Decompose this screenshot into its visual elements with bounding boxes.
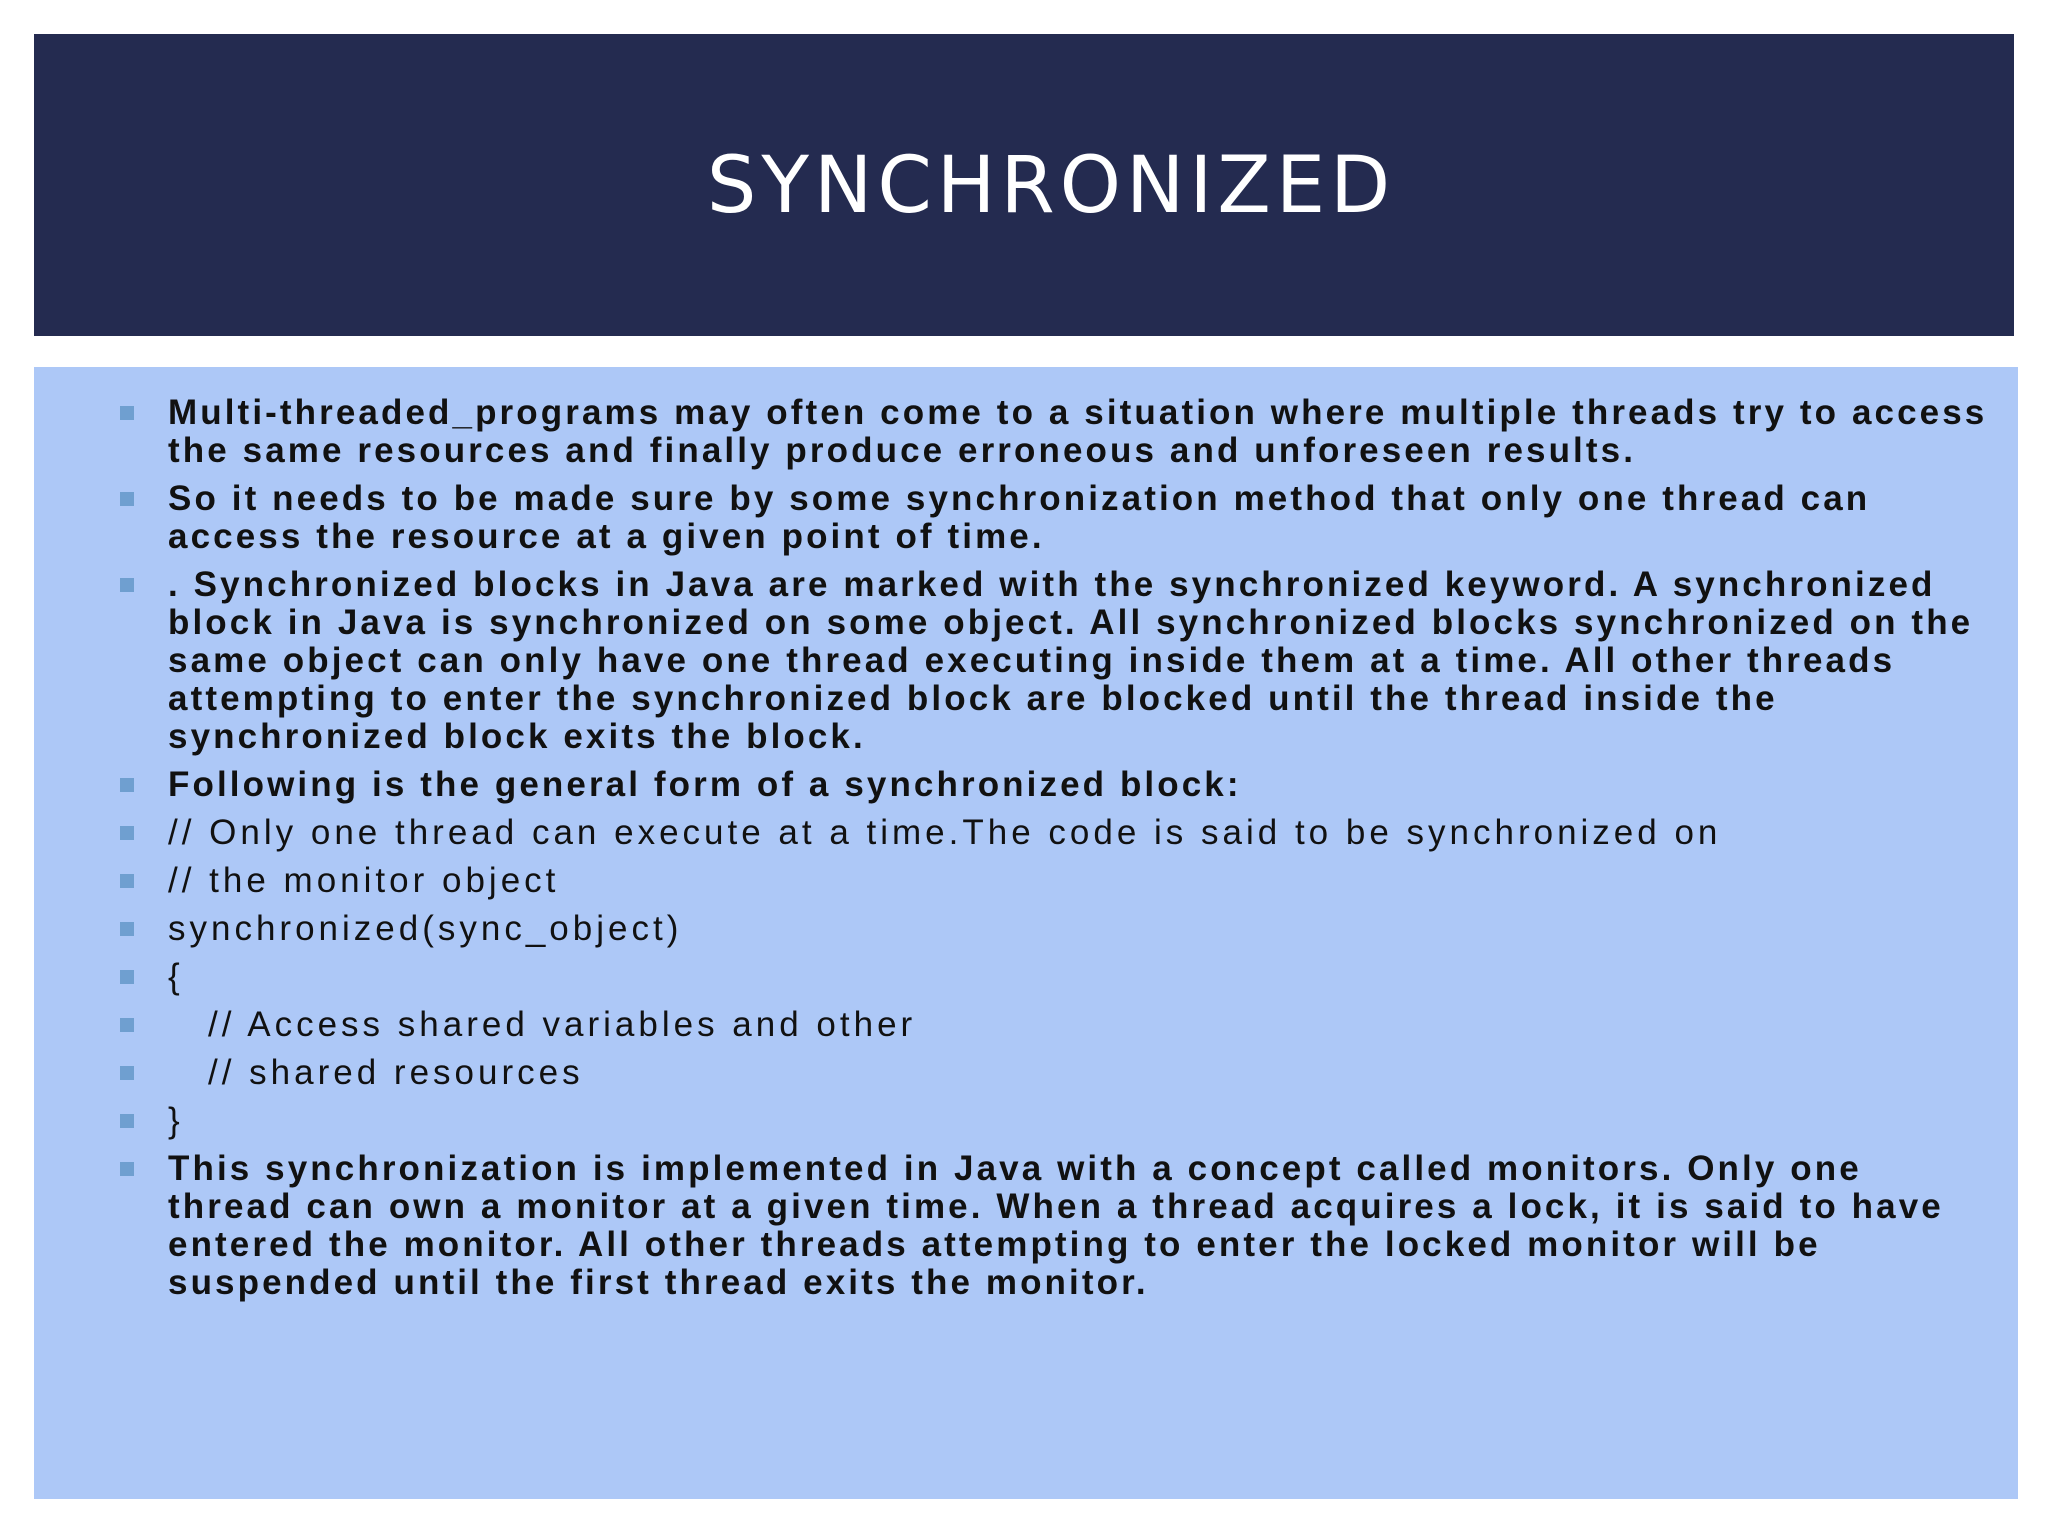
bullet-item [120, 1054, 2000, 1092]
code-line-text: // Access shared variables and other [208, 1005, 917, 1044]
square-bullet-icon [120, 1066, 134, 1080]
square-bullet-icon [120, 826, 134, 840]
bullet-text: This synchronization is implemented in Java with a concept called monitors. Only one thread can own a monitor at a given time. When a thread acquires a lock, it is said to have entered the monitor. All other threads attempting to enter the locked monitor will be suspended until the first thread exits the monitor. [168, 1149, 1944, 1302]
bullet-text: So it needs to be made sure by some synchronization method that only one thread can access the resource at a given point of time. [168, 479, 1871, 556]
bullet-item [120, 910, 2000, 948]
square-bullet-icon [120, 1018, 134, 1032]
square-bullet-icon [120, 922, 134, 936]
square-bullet-icon [120, 778, 134, 792]
slide-title: SYNCHRONIZED [706, 141, 1396, 231]
bullet-item [120, 1006, 2000, 1044]
bullet-list [120, 394, 2000, 1312]
bullet-item [120, 958, 2000, 996]
code-line-text: // Only one thread can execute at a time.The code is said to be synchronized on [168, 813, 1722, 852]
bullet-item [120, 766, 2000, 804]
square-bullet-icon [120, 1114, 134, 1128]
code-line-text: { [168, 957, 184, 996]
code-line-text: // the monitor object [168, 861, 560, 900]
bullet-item [120, 814, 2000, 852]
bullet-text: Following is the general form of a synchronized block: [168, 765, 1242, 804]
square-bullet-icon [120, 874, 134, 888]
square-bullet-icon [120, 970, 134, 984]
bullet-item [120, 480, 2000, 556]
bullet-text: Multi-threaded_programs may often come to a situation where multiple threads try to access the same resources and finally produce erroneous and unforeseen results. [168, 393, 1988, 470]
title-bar [34, 34, 2014, 336]
square-bullet-icon [120, 406, 134, 420]
code-line-text: synchronized(sync_object) [168, 909, 683, 948]
bullet-item [120, 862, 2000, 900]
bullet-text: . Synchronized blocks in Java are marked with the synchronized keyword. A synchronized block in Java is synchronized on some object. All synchronized blocks synchronized on the same object can only have one thread executing inside them at a time. All other threads attempting to enter the synchronized block are blocked until the thread inside the synchronized block exits the block. [168, 565, 1974, 756]
square-bullet-icon [120, 578, 134, 592]
bullet-item [120, 1102, 2000, 1140]
square-bullet-icon [120, 1162, 134, 1176]
bullet-item [120, 566, 2000, 756]
content-panel [34, 367, 2018, 1499]
code-line-text: } [168, 1101, 184, 1140]
code-line-text: // shared resources [208, 1053, 584, 1092]
bullet-item [120, 394, 2000, 470]
bullet-item [120, 1150, 2000, 1302]
square-bullet-icon [120, 492, 134, 506]
